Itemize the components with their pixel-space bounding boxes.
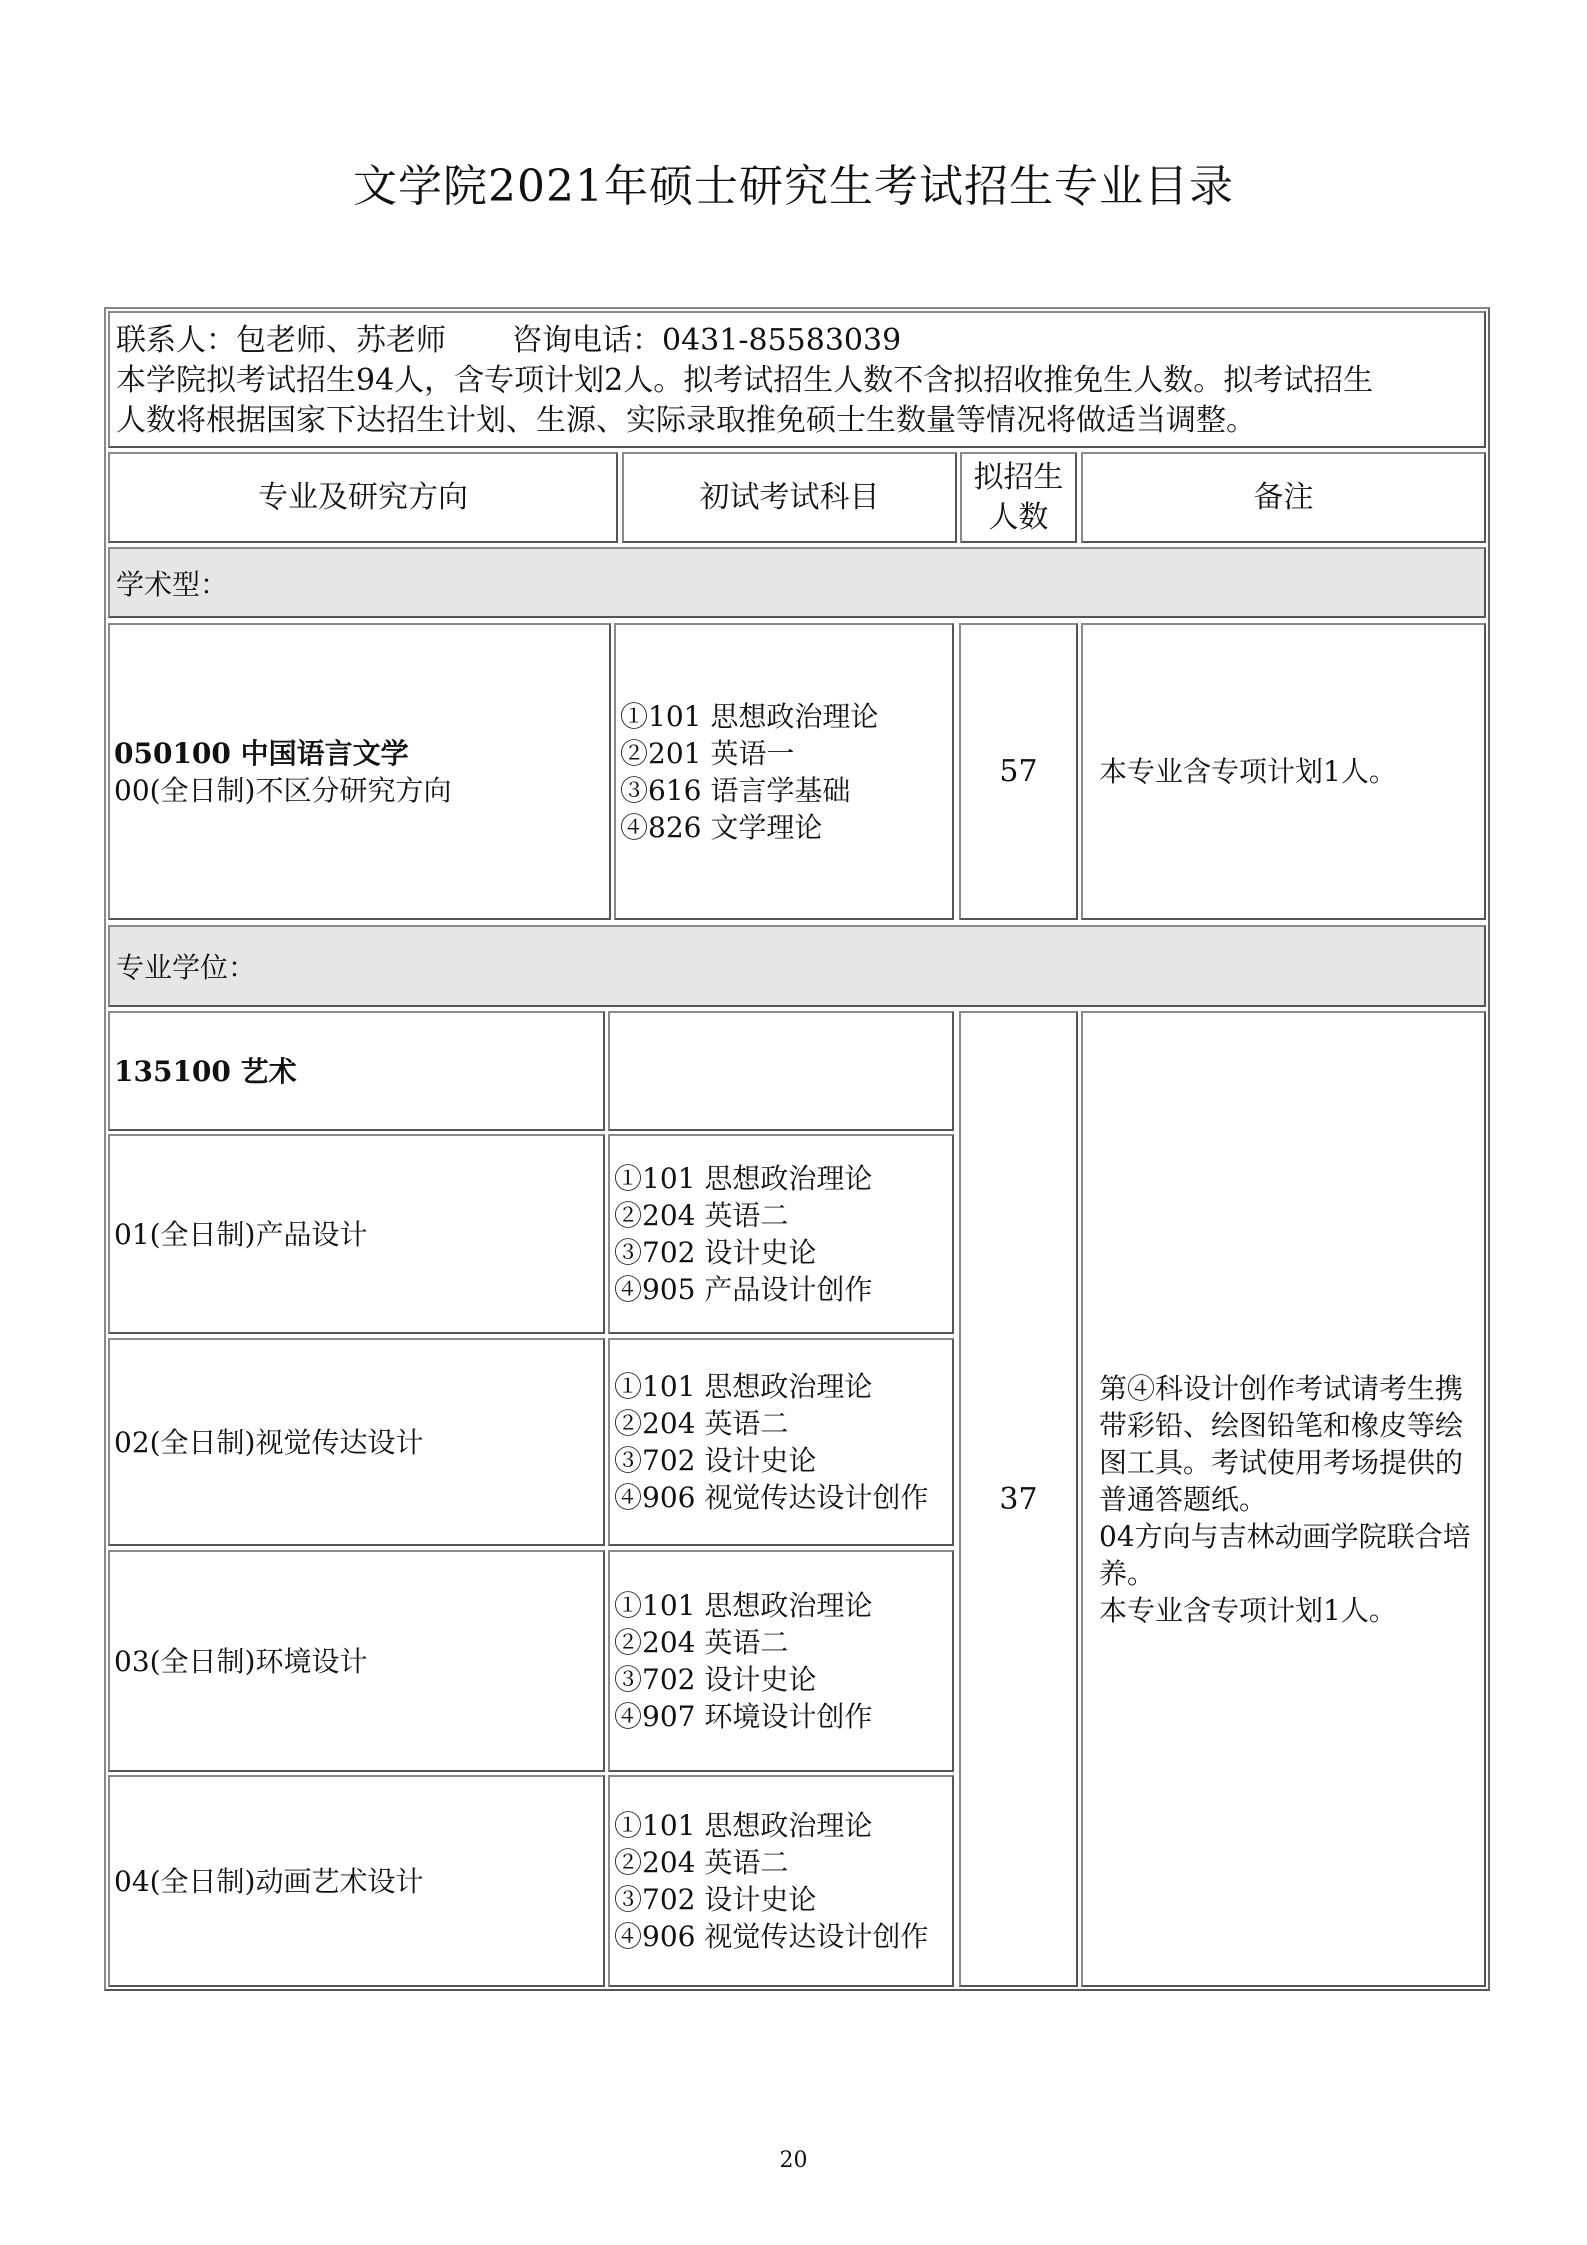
research-direction: 04(全日制)动画艺术设计 — [114, 1864, 424, 1898]
enrollment-count: 57 — [999, 754, 1038, 789]
section-professional — [108, 925, 1486, 1007]
research-direction: 00(全日制)不区分研究方向 — [114, 773, 452, 807]
remark-line: 普通答题纸。 — [1099, 1482, 1268, 1516]
direction-cell — [108, 1775, 605, 1987]
exam-subject: ③702 设计史论 — [614, 1236, 817, 1269]
header-note-label: 备注 — [1253, 479, 1314, 515]
remark-text: 本专业含专项计划1人。 — [1099, 755, 1397, 788]
header-exam — [622, 452, 957, 543]
exam-subject: ②201 英语一 — [620, 736, 795, 770]
section-academic-label: 学术型： — [116, 567, 229, 601]
direction-subjects-cell — [608, 1775, 954, 1987]
direction-cell — [108, 1134, 605, 1334]
header-exam-label: 初试考试科目 — [699, 479, 880, 515]
academic-note-cell — [1081, 623, 1486, 920]
header-count — [960, 452, 1077, 543]
header-count-line2: 人数 — [988, 499, 1049, 535]
research-direction: 02(全日制)视觉传达设计 — [114, 1425, 424, 1459]
academic-count-cell — [959, 623, 1078, 920]
direction-subjects-cell — [608, 1134, 954, 1334]
contact-phone: 咨询电话：0431-85583039 — [512, 323, 902, 358]
header-count-line1: 拟招生 — [973, 459, 1064, 495]
direction-subjects-cell — [608, 1550, 954, 1772]
exam-subject: ④907 环境设计创作 — [614, 1700, 873, 1733]
page-number: 20 — [779, 2148, 808, 2173]
exam-subject: ①101 思想政治理论 — [620, 699, 879, 733]
professional-count-cell — [959, 1011, 1078, 1987]
header-major-label: 专业及研究方向 — [258, 479, 468, 515]
enrollment-count: 37 — [999, 1481, 1038, 1517]
remark-line: 04方向与吉林动画学院联合培 — [1099, 1519, 1471, 1553]
header-note — [1081, 452, 1486, 543]
remark-line: 带彩铅、绘图铅笔和橡皮等绘 — [1099, 1408, 1464, 1442]
header-major — [108, 452, 618, 543]
exam-subject: ④826 文学理论 — [620, 810, 823, 844]
contact-info — [108, 311, 1486, 448]
section-professional-label: 专业学位： — [116, 951, 257, 984]
exam-subject: ③702 设计史论 — [614, 1444, 817, 1477]
exam-subject: ②204 英语二 — [614, 1407, 789, 1440]
exam-subject: ③616 语言学基础 — [620, 773, 851, 807]
exam-subject: ④906 视觉传达设计创作 — [614, 1481, 929, 1514]
academic-major-cell — [108, 623, 611, 920]
exam-subject: ②204 英语二 — [614, 1199, 789, 1232]
professional-note-cell — [1081, 1011, 1486, 1987]
direction-subjects-cell — [608, 1338, 954, 1546]
professional-major-cell — [108, 1011, 605, 1131]
direction-cell — [108, 1550, 605, 1772]
direction-cell — [108, 1338, 605, 1546]
research-direction: 01(全日制)产品设计 — [114, 1217, 368, 1251]
exam-subject: ③702 设计史论 — [614, 1883, 817, 1916]
enrollment-note-cont: 人数将根据国家下达招生计划、生源、实际录取推免硕士生数量等情况将做适当调整。 — [116, 403, 1256, 438]
exam-subject: ①101 思想政治理论 — [614, 1589, 873, 1622]
exam-subject: ②204 英语二 — [614, 1626, 789, 1659]
remark-line: 图工具。考试使用考场提供的 — [1099, 1445, 1464, 1479]
academic-subjects-cell — [614, 623, 954, 920]
exam-subject: ①101 思想政治理论 — [614, 1162, 873, 1195]
exam-subject: ②204 英语二 — [614, 1846, 789, 1879]
major-code-name: 050100 中国语言文学 — [114, 736, 409, 770]
research-direction: 03(全日制)环境设计 — [114, 1644, 368, 1678]
exam-subject: ④905 产品设计创作 — [614, 1273, 873, 1306]
major-code-name: 135100 艺术 — [114, 1054, 297, 1088]
exam-subject: ④906 视觉传达设计创作 — [614, 1920, 929, 1953]
contact-person: 联系人：包老师、苏老师 — [116, 323, 446, 358]
page-title: 文学院2021年硕士研究生考试招生专业目录 — [353, 161, 1234, 212]
remark-line: 本专业含专项计划1人。 — [1099, 1593, 1397, 1627]
remark-line: 养。 — [1099, 1556, 1156, 1590]
remark-line: 第④科设计创作考试请考生携 — [1099, 1371, 1464, 1405]
section-academic — [108, 547, 1486, 618]
exam-subject: ①101 思想政治理论 — [614, 1370, 873, 1403]
exam-subject: ③702 设计史论 — [614, 1663, 817, 1696]
professional-subjects-empty — [608, 1011, 954, 1131]
exam-subject: ①101 思想政治理论 — [614, 1809, 873, 1842]
enrollment-note: 本学院拟考试招生94人，含专项计划2人。拟考试招生人数不含拟招收推免生人数。拟考试招生 — [116, 363, 1374, 398]
